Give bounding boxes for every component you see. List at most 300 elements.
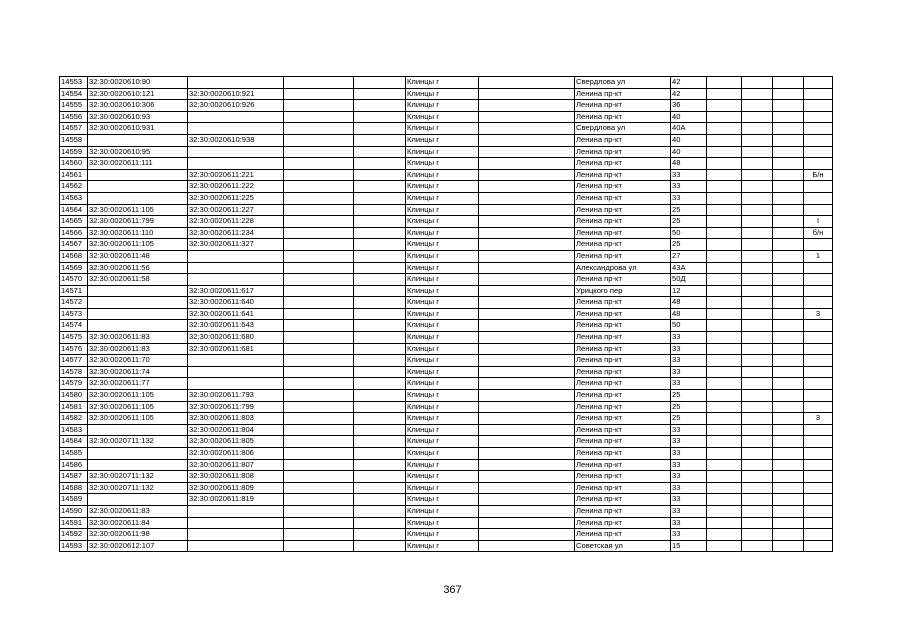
table-cell [804,100,833,112]
table-cell [773,540,804,552]
table-cell: Ленина пр-кт [575,250,671,262]
table-cell: Клинцы г [406,285,479,297]
table-row [60,424,833,436]
table-row [60,517,833,529]
table-cell [354,343,406,355]
table-cell [804,123,833,135]
table-cell: 32:30:0020711:132 [88,471,188,483]
table-cell [354,482,406,494]
table-cell: 50 [671,320,707,332]
table-cell [284,88,354,100]
table-cell [742,169,773,181]
table-cell: Ленина пр-кт [575,204,671,216]
table-cell [742,134,773,146]
table-cell [773,401,804,413]
table-cell: 32:30:0020611:807 [188,459,284,471]
table-cell [707,436,742,448]
table-cell: Ленина пр-кт [575,505,671,517]
table-cell [773,227,804,239]
table-cell: 14579 [60,378,88,390]
table-cell: 14563 [60,192,88,204]
table-cell [354,459,406,471]
table-cell [354,355,406,367]
table-cell: 36 [671,100,707,112]
table-cell: 25 [671,239,707,251]
table-row [60,77,833,89]
table-cell [479,111,575,123]
table-cell: 33 [671,332,707,344]
table-cell [188,529,284,541]
table-cell: 33 [671,494,707,506]
table-cell [88,424,188,436]
table-cell: 33 [671,436,707,448]
table-cell: 40 [671,146,707,158]
table-cell [284,146,354,158]
table-cell [284,494,354,506]
table-cell: 14584 [60,436,88,448]
table-cell [742,111,773,123]
table-cell [742,355,773,367]
table-cell [773,158,804,170]
table-cell: 32:30:0020611:680 [188,332,284,344]
table-cell [284,529,354,541]
table-cell: 32:30:0020611:799 [188,401,284,413]
table-cell [707,308,742,320]
table-cell: 32:30:0020610:90 [88,77,188,89]
table-row [60,123,833,135]
table-cell: 32:30:0020611:58 [88,274,188,286]
table-cell: 14570 [60,274,88,286]
table-row [60,181,833,193]
table-cell: 33 [671,181,707,193]
table-row [60,308,833,320]
table-cell [804,88,833,100]
table-cell: 32:30:0020611:681 [188,343,284,355]
table-cell [804,285,833,297]
table-cell [479,482,575,494]
table-cell [284,216,354,228]
table-cell [354,134,406,146]
table-cell [707,77,742,89]
table-cell: Александрова ул [575,262,671,274]
table-cell: 14576 [60,343,88,355]
table-cell [773,100,804,112]
table-cell [773,297,804,309]
table-cell [479,216,575,228]
table-row [60,204,833,216]
table-cell [742,204,773,216]
table-cell [284,169,354,181]
table-cell: 32:30:0020611:643 [188,320,284,332]
table-cell: Клинцы г [406,227,479,239]
table-cell: Ленина пр-кт [575,332,671,344]
table-cell: Клинцы г [406,413,479,425]
table-cell: 40 [671,111,707,123]
table-cell [354,366,406,378]
table-cell: Ленина пр-кт [575,494,671,506]
table-cell: 32:30:0020611:56 [88,262,188,274]
table-cell [707,88,742,100]
table-cell: Ленина пр-кт [575,459,671,471]
table-cell: Свердлова ул [575,123,671,135]
table-cell: 14568 [60,250,88,262]
table-row [60,100,833,112]
table-cell: Клинцы г [406,448,479,460]
table-cell [804,320,833,332]
table-cell: Ленина пр-кт [575,158,671,170]
table-cell [773,123,804,135]
table-cell [707,482,742,494]
table-cell: 32:30:0020611:806 [188,448,284,460]
table-cell [354,308,406,320]
table-cell: 32:30:0020611:83 [88,332,188,344]
table-row [60,448,833,460]
table-cell [707,401,742,413]
table-cell: 14555 [60,100,88,112]
table-cell: 14588 [60,482,88,494]
table-cell: 14561 [60,169,88,181]
table-cell [479,123,575,135]
table-cell [284,274,354,286]
table-cell [804,343,833,355]
table-cell [284,297,354,309]
table-cell [354,227,406,239]
table-cell: 14580 [60,390,88,402]
table-cell: 33 [671,424,707,436]
table-cell [354,216,406,228]
table-cell: 32:30:0020612:107 [88,540,188,552]
table-cell: 32:30:0020611:110 [88,227,188,239]
table-cell [354,297,406,309]
table-cell: 48 [671,158,707,170]
table-cell [804,366,833,378]
table-cell [479,378,575,390]
table-cell [188,146,284,158]
table-cell [479,355,575,367]
table-cell [707,343,742,355]
table-cell [479,250,575,262]
table-cell [354,401,406,413]
table-cell [773,436,804,448]
page-number: 367 [443,584,462,596]
table-cell: 25 [671,390,707,402]
table-cell: Ленина пр-кт [575,436,671,448]
table-cell: Ленина пр-кт [575,390,671,402]
table-cell: 32:30:0020610:931 [88,123,188,135]
table-cell [742,262,773,274]
table-cell: 32:30:0020611:105 [88,401,188,413]
table-row [60,436,833,448]
table-cell [707,297,742,309]
table-cell [284,448,354,460]
table-cell: 32:30:0020611:327 [188,239,284,251]
table-cell [742,192,773,204]
table-cell [773,250,804,262]
table-cell [707,192,742,204]
table-cell [479,471,575,483]
table-cell [773,262,804,274]
table-cell: 33 [671,482,707,494]
table-cell [804,111,833,123]
table-cell: 14560 [60,158,88,170]
table-cell [479,436,575,448]
table-cell: Клинцы г [406,424,479,436]
table-cell [88,169,188,181]
table-cell [284,505,354,517]
table-cell: Клинцы г [406,297,479,309]
table-cell [804,77,833,89]
table-cell [479,505,575,517]
table-cell [773,343,804,355]
table-cell [354,146,406,158]
table-cell [479,297,575,309]
table-cell: 14582 [60,413,88,425]
table-cell [354,320,406,332]
table-cell [479,413,575,425]
table-cell [773,390,804,402]
table-cell [354,448,406,460]
cadastral-table [59,76,833,552]
table-cell [742,494,773,506]
table-cell [742,274,773,286]
table-cell [88,448,188,460]
table-cell [284,320,354,332]
table-cell [804,529,833,541]
table-cell [707,471,742,483]
table-cell [284,123,354,135]
table-cell: 32:30:0020611:793 [188,390,284,402]
table-cell [804,540,833,552]
table-cell [707,123,742,135]
table-row [60,529,833,541]
table-cell [742,88,773,100]
table-row [60,146,833,158]
table-cell [773,505,804,517]
table-cell [773,448,804,460]
table-cell [284,192,354,204]
table-cell: 32:30:0020611:809 [188,482,284,494]
table-cell [707,181,742,193]
table-cell: 14553 [60,77,88,89]
table-cell [707,413,742,425]
table-row [60,250,833,262]
table-row [60,262,833,274]
table-row [60,239,833,251]
table-cell: Клинцы г [406,204,479,216]
table-cell [804,355,833,367]
table-cell [707,390,742,402]
table-cell [188,262,284,274]
table-cell: Клинцы г [406,262,479,274]
table-cell [804,482,833,494]
table-cell: 32:30:0020611:228 [188,216,284,228]
table-cell: 32:30:0020610:306 [88,100,188,112]
table-cell [804,146,833,158]
table-cell [742,320,773,332]
table-cell [354,378,406,390]
table-cell [773,216,804,228]
table-cell [354,88,406,100]
table-cell: 3 [804,308,833,320]
table-cell: 32:30:0020611:105 [88,413,188,425]
table-cell: Ленина пр-кт [575,100,671,112]
table-cell: 33 [671,343,707,355]
table-cell [742,146,773,158]
table-cell [479,192,575,204]
table-cell: 43А [671,262,707,274]
table-cell [707,274,742,286]
table-cell [479,158,575,170]
table-cell [804,401,833,413]
table-cell: Ленина пр-кт [575,424,671,436]
table-cell: 14572 [60,297,88,309]
table-cell [707,146,742,158]
table-cell [773,239,804,251]
table-row [60,216,833,228]
table-cell: Урицкого пер [575,285,671,297]
table-cell [354,262,406,274]
table-cell: 25 [671,413,707,425]
table-cell: 15 [671,540,707,552]
table-cell [354,123,406,135]
table-cell: Ленина пр-кт [575,227,671,239]
table-cell: 42 [671,77,707,89]
table-cell [707,494,742,506]
table-row [60,540,833,552]
table-cell [773,471,804,483]
table-cell: Ленина пр-кт [575,169,671,181]
table-cell: Клинцы г [406,274,479,286]
table-cell [479,169,575,181]
table-row [60,297,833,309]
table-cell [354,181,406,193]
table-cell: Клинцы г [406,505,479,517]
table-cell [88,192,188,204]
table-cell [742,482,773,494]
table-cell: Ленина пр-кт [575,111,671,123]
table-cell: 14564 [60,204,88,216]
table-cell: 3 [804,413,833,425]
table-cell [188,378,284,390]
table-cell [284,540,354,552]
table-cell [742,459,773,471]
table-cell: 14593 [60,540,88,552]
table-cell [804,192,833,204]
table-body [60,77,833,552]
table-cell [354,540,406,552]
table-cell: 48 [671,297,707,309]
table-cell: 25 [671,204,707,216]
table-cell [284,378,354,390]
table-cell [479,320,575,332]
table-cell [773,482,804,494]
table-cell: 48 [671,308,707,320]
table-cell [479,448,575,460]
table-cell: 32:30:0020611:77 [88,378,188,390]
table-cell [742,471,773,483]
table-cell: Клинцы г [406,494,479,506]
table-cell: 32:30:0020611:617 [188,285,284,297]
table-cell [284,436,354,448]
table-cell [707,366,742,378]
table-cell [742,77,773,89]
table-cell [742,517,773,529]
table-cell: Ленина пр-кт [575,239,671,251]
table-cell [354,250,406,262]
table-cell: 32:30:0020610:926 [188,100,284,112]
table-cell [742,297,773,309]
table-row [60,134,833,146]
table-cell: 14578 [60,366,88,378]
table-cell [284,250,354,262]
table-row [60,227,833,239]
table-cell: Клинцы г [406,123,479,135]
table-cell: 32:30:0020611:105 [88,390,188,402]
table-cell [188,355,284,367]
table-cell [707,111,742,123]
table-row [60,88,833,100]
table-cell [742,505,773,517]
table-cell [479,77,575,89]
table-cell [479,390,575,402]
table-cell: 14554 [60,88,88,100]
table-cell [188,158,284,170]
table-cell [479,274,575,286]
table-cell: 32:30:0020611:222 [188,181,284,193]
table-cell [479,181,575,193]
table-cell [284,355,354,367]
table-cell: Клинцы г [406,146,479,158]
table-cell [742,401,773,413]
table-cell [354,413,406,425]
table-cell [284,482,354,494]
table-cell [804,297,833,309]
table-cell: Ленина пр-кт [575,529,671,541]
table-cell: Ленина пр-кт [575,216,671,228]
table-row [60,413,833,425]
table-cell: 32:30:0020611:808 [188,471,284,483]
table-cell [773,424,804,436]
table-cell [742,529,773,541]
table-cell [707,378,742,390]
table-cell: 14583 [60,424,88,436]
table-cell [773,77,804,89]
table-row [60,192,833,204]
table-cell [742,413,773,425]
table-cell [188,77,284,89]
table-cell [742,343,773,355]
table-cell: 14591 [60,517,88,529]
table-cell: 32:30:0020611:227 [188,204,284,216]
table-cell: Ленина пр-кт [575,413,671,425]
table-cell [284,459,354,471]
table-cell: Клинцы г [406,192,479,204]
table-cell [742,366,773,378]
table-cell [804,158,833,170]
table-row [60,274,833,286]
table-cell [804,378,833,390]
table-cell: Б/н [804,169,833,181]
table-cell [707,459,742,471]
table-cell [773,111,804,123]
table-cell [284,390,354,402]
table-cell: Клинцы г [406,134,479,146]
table-cell: 33 [671,355,707,367]
table-cell [479,227,575,239]
table-cell [742,100,773,112]
table-cell [707,227,742,239]
table-cell: 32:30:0020611:98 [88,529,188,541]
